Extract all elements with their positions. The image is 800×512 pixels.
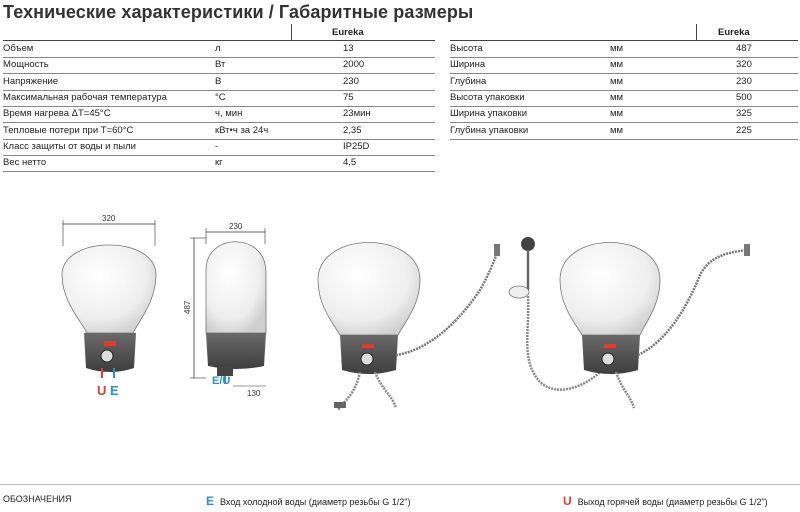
spec-name: Тепловые потери при T=60°C	[3, 124, 134, 136]
dim-value: 320	[736, 59, 752, 71]
spec-value: 230	[343, 75, 359, 87]
dim-name: Ширина упаковки	[450, 108, 528, 120]
height-dimension: 487	[183, 300, 192, 314]
dim-name: Глубина	[450, 75, 487, 87]
spec-name: Мощность	[3, 59, 49, 71]
spec-unit: °C	[215, 91, 226, 103]
spec-value: 2,35	[343, 124, 362, 136]
legend-heading: ОБОЗНАЧЕНИЯ	[3, 494, 72, 504]
spec-unit: Вт	[215, 59, 226, 71]
dim-unit: мм	[610, 43, 624, 54]
legend-hot-outlet	[563, 494, 768, 508]
installation-view-2	[560, 243, 750, 409]
dim-value: 325	[736, 108, 752, 120]
side-view	[183, 222, 266, 398]
spec-value: IP25D	[343, 140, 370, 152]
spec-unit: ч, мин	[215, 108, 243, 120]
page-title: Технические характеристики / Габаритные размеры	[3, 2, 474, 22]
spec-unit: кВт•ч за 24ч	[215, 124, 269, 136]
spec-name: Максимальная рабочая температура	[3, 91, 167, 103]
dim-value: 230	[736, 75, 752, 87]
dim-unit: мм	[610, 91, 624, 103]
cold-inlet-text: Вход холодной воды (диаметр резьбы G 1/2")	[220, 497, 411, 507]
dim-value: 225	[736, 124, 752, 136]
depth-dimension: 230	[229, 222, 243, 231]
offset-dimension: 130	[247, 389, 261, 398]
spec-value: 23мин	[343, 108, 371, 120]
spec-value: 2000	[343, 59, 365, 71]
spec-name: Объем	[3, 43, 34, 54]
spec-unit: кг	[215, 157, 223, 169]
dim-name: Ширина	[450, 59, 486, 71]
hot-outlet-text: Выход горячей воды (диаметр резьбы G 1/2")	[577, 497, 768, 507]
hot-outlet-code: U	[563, 494, 572, 508]
spec-name: Время нагрева ΔT=45°C	[3, 108, 111, 120]
front-view	[62, 214, 156, 398]
dim-value: 500	[736, 91, 752, 103]
dim-unit: мм	[610, 108, 624, 120]
spec-value: 75	[343, 91, 354, 103]
spec-value: 13	[343, 43, 354, 54]
dim-name: Высота	[450, 43, 483, 54]
spec-name: Напряжение	[3, 75, 59, 87]
spec-name: Вес нетто	[3, 157, 47, 169]
spec-name: Класс защиты от воды и пыли	[3, 140, 136, 152]
dim-name: Глубина упаковки	[450, 124, 529, 136]
spec-unit: В	[215, 75, 222, 87]
cold-inlet-code: E	[206, 494, 215, 508]
dim-unit: мм	[610, 59, 624, 71]
dim-unit: мм	[610, 75, 624, 87]
specs-model-header: Eureka	[332, 27, 364, 38]
dim-value: 487	[736, 43, 752, 54]
spec-unit: -	[215, 140, 219, 152]
cold-inlet-label: E	[110, 383, 119, 398]
installation-view-1	[318, 243, 500, 411]
dim-unit: мм	[610, 124, 624, 136]
spec-unit: л	[215, 43, 221, 54]
hot-outlet-label: U	[97, 383, 107, 398]
dimensions-model-header: Eureka	[718, 27, 750, 38]
dim-name: Высота упаковки	[450, 91, 525, 103]
side-connection-label: E/U	[212, 375, 231, 387]
spec-value: 4,5	[343, 157, 357, 169]
width-dimension: 320	[102, 214, 116, 223]
legend-divider	[0, 484, 800, 485]
legend-cold-inlet	[206, 494, 410, 508]
